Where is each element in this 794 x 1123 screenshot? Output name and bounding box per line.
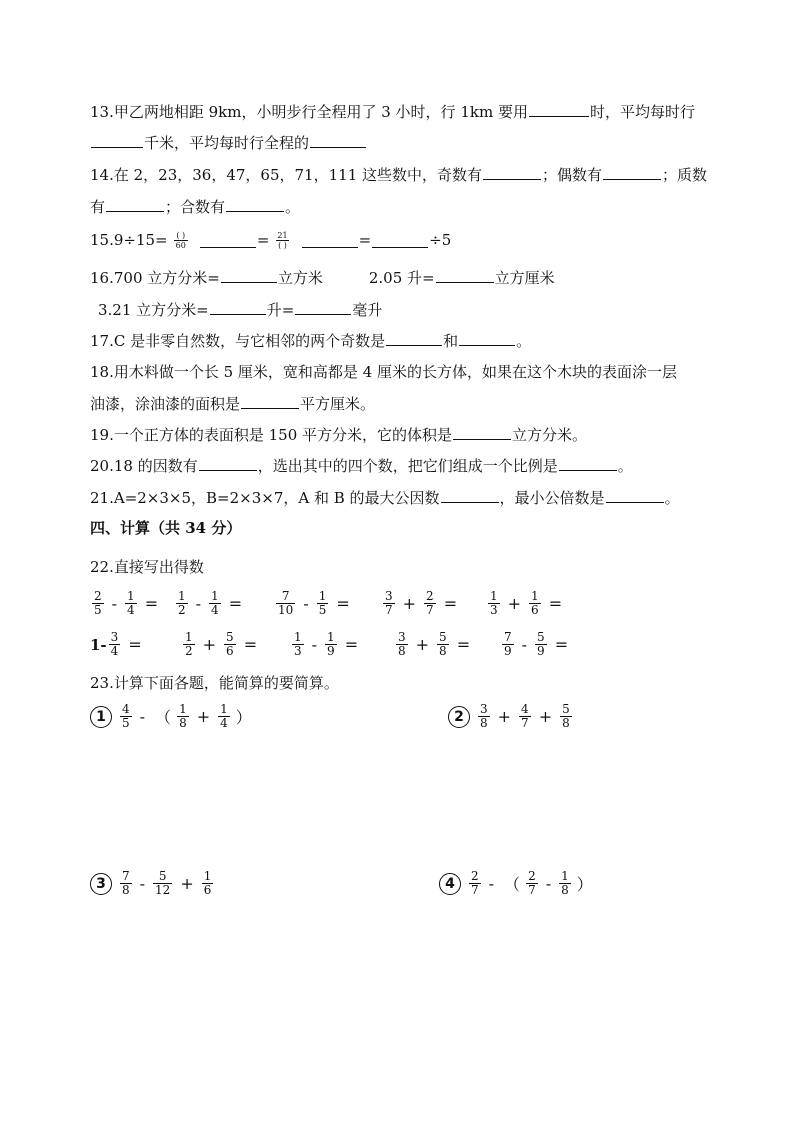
fraction: $\frac{4}{7}$	[521, 702, 529, 730]
fraction: $\frac{1}{4}$	[127, 589, 135, 617]
fraction: $\frac{1}{3}$	[490, 589, 498, 617]
question-20: 20.18 的因数有 ，选出其中的四个数，把它们组成一个比例是 。	[90, 457, 633, 475]
question-18-line2: 油漆，涂油漆的面积是 平方厘米。	[90, 395, 376, 413]
answer-blank[interactable]	[295, 300, 351, 315]
mental-calc-item: $\frac{2}{5}$ - $\frac{1}{4}$ =	[94, 589, 159, 617]
answer-blank[interactable]	[436, 268, 494, 283]
answer-blank[interactable]	[226, 197, 284, 212]
fraction: $\frac{1}{8}$	[179, 702, 187, 730]
answer-blank[interactable]	[200, 233, 256, 248]
answer-blank[interactable]	[606, 488, 664, 503]
fraction: $\frac{1}{9}$	[327, 630, 335, 658]
fraction: $\frac{1}{6}$	[531, 589, 539, 617]
question-19: 19.一个正方体的表面积是 150 平方分米，它的体积是 立方分米。	[90, 426, 588, 444]
fraction: $\frac{21}{( )}$	[277, 230, 288, 250]
fraction: $\frac{3}{8}$	[480, 702, 488, 730]
fraction: $\frac{1}{4}$	[211, 589, 219, 617]
fraction: $\frac{5}{8}$	[439, 630, 447, 658]
answer-blank[interactable]	[210, 300, 266, 315]
calc-problem-2: 2 $\frac{3}{8}$ + $\frac{4}{7}$ + $\frac{5}{8}$	[448, 703, 574, 730]
fraction: $\frac{3}{8}$	[398, 630, 406, 658]
mental-calc-item: $\frac{3}{7}$ + $\frac{2}{7}$ =	[385, 589, 458, 617]
fraction: $\frac{2}{7}$	[528, 869, 536, 897]
mental-calc-item: $\frac{7}{10}$ - $\frac{1}{5}$ =	[278, 589, 350, 617]
answer-blank[interactable]	[221, 268, 277, 283]
question-14-line2: 有 ；合数有 。	[90, 198, 301, 216]
answer-blank[interactable]	[559, 456, 617, 471]
fraction: $\frac{1}{6}$	[203, 869, 212, 897]
answer-blank[interactable]	[310, 133, 366, 148]
problem-number: 3	[90, 873, 112, 895]
answer-blank[interactable]	[302, 233, 358, 248]
fraction: $\frac{2}{7}$	[426, 589, 434, 617]
answer-blank[interactable]	[106, 197, 164, 212]
question-18-line1: 18.用木料做一个长 5 厘米，宽和高都是 4 厘米的长方体，如果在这个木块的表面涂一层	[90, 363, 678, 381]
answer-blank[interactable]	[453, 425, 511, 440]
problem-number: 4	[439, 873, 461, 895]
calc-problem-1: 1 $\frac{4}{5}$ - （ $\frac{1}{8}$ + $\frac{1}{4}$ ）	[90, 703, 256, 730]
answer-blank[interactable]	[529, 102, 589, 117]
answer-blank[interactable]	[91, 133, 143, 148]
question-17: 17.C 是非零自然数，与它相邻的两个奇数是 和 。	[90, 332, 532, 350]
fraction: $\frac{3}{7}$	[385, 589, 393, 617]
fraction: $\frac{( )}{60}$	[175, 230, 186, 250]
fraction: $\frac{1}{4}$	[220, 702, 228, 730]
problem-number: 1	[90, 706, 112, 728]
fraction: $\frac{1}{2}$	[178, 589, 186, 617]
question-21: 21.A=2×3×5，B=2×3×7，A 和 B 的最大公因数 ，最小公倍数是 。	[90, 489, 680, 507]
answer-blank[interactable]	[603, 165, 661, 180]
fraction: $\frac{2}{5}$	[94, 589, 102, 617]
question-13-line1: 13.甲乙两地相距 9km，小明步行全程用了 3 小时，行 1km 要用 时，平均每时行	[90, 103, 695, 121]
fraction: $\frac{3}{4}$	[110, 630, 119, 658]
fraction: $\frac{4}{5}$	[122, 702, 130, 730]
fraction: $\frac{5}{12}$	[155, 869, 171, 897]
calc-problem-4: 4 $\frac{2}{7}$ - （ $\frac{2}{7}$ - $\frac{1}{8}$ ）	[439, 870, 597, 897]
answer-blank[interactable]	[441, 488, 499, 503]
mental-calc-item: $\frac{3}{8}$ + $\frac{5}{8}$ =	[398, 630, 471, 658]
fraction: $\frac{1}{5}$	[318, 589, 327, 617]
answer-blank[interactable]	[372, 233, 428, 248]
fraction: $\frac{1}{3}$	[294, 630, 302, 658]
answer-blank[interactable]	[199, 456, 257, 471]
question-16-line1: 16.700 立方分米= 立方米 2.05 升= 立方厘米	[90, 269, 555, 287]
fraction: $\frac{7}{9}$	[504, 630, 512, 658]
mental-calc-item: $\frac{1}{2}$ - $\frac{1}{4}$ =	[178, 589, 243, 617]
question-15: 15.9÷15= $\frac{( )}{60}$ = $\frac{21}{( )}$ = ÷5	[90, 230, 452, 250]
answer-blank[interactable]	[459, 331, 515, 346]
fraction: $\frac{7}{10}$	[278, 589, 294, 617]
calc-problem-3: 3 $\frac{7}{8}$ - $\frac{5}{12}$ + $\frac{1}{6}$	[90, 870, 215, 897]
answer-blank[interactable]	[241, 394, 299, 409]
mental-calc-item: $\frac{1}{2}$ + $\frac{5}{6}$ =	[185, 630, 258, 658]
fraction: $\frac{5}{6}$	[226, 630, 234, 658]
mental-calc-item: $\frac{7}{9}$ - $\frac{5}{9}$ =	[504, 630, 569, 658]
fraction: $\frac{1}{2}$	[185, 630, 193, 658]
mental-calc-item: $\frac{1}{3}$ + $\frac{1}{6}$ =	[490, 589, 563, 617]
answer-blank[interactable]	[483, 165, 541, 180]
fraction: $\frac{2}{7}$	[471, 869, 479, 897]
section-heading: 四、计算（共 34 分）	[90, 519, 242, 537]
question-23-title: 23.计算下面各题，能简算的要简算。	[90, 674, 339, 692]
mental-calc-item: $\frac{1}{3}$ - $\frac{1}{9}$ =	[294, 630, 359, 658]
question-22-title: 22.直接写出得数	[90, 558, 204, 576]
question-13-line2: 千米，平均每时行全程的	[90, 133, 367, 153]
answer-blank[interactable]	[386, 331, 442, 346]
fraction: $\frac{5}{8}$	[562, 702, 570, 730]
question-14-line1: 14.在 2，23，36，47，65，71，111 这些数中，奇数有 ；偶数有 ；质数	[90, 166, 708, 184]
mental-calc-item: 1- $\frac{3}{4}$ =	[90, 630, 142, 658]
fraction: $\frac{1}{8}$	[561, 869, 569, 897]
fraction: $\frac{5}{9}$	[537, 630, 545, 658]
question-16-line2: 3.21 立方分米= 升= 毫升	[98, 301, 383, 319]
problem-number: 2	[448, 706, 470, 728]
fraction: $\frac{7}{8}$	[122, 869, 130, 897]
